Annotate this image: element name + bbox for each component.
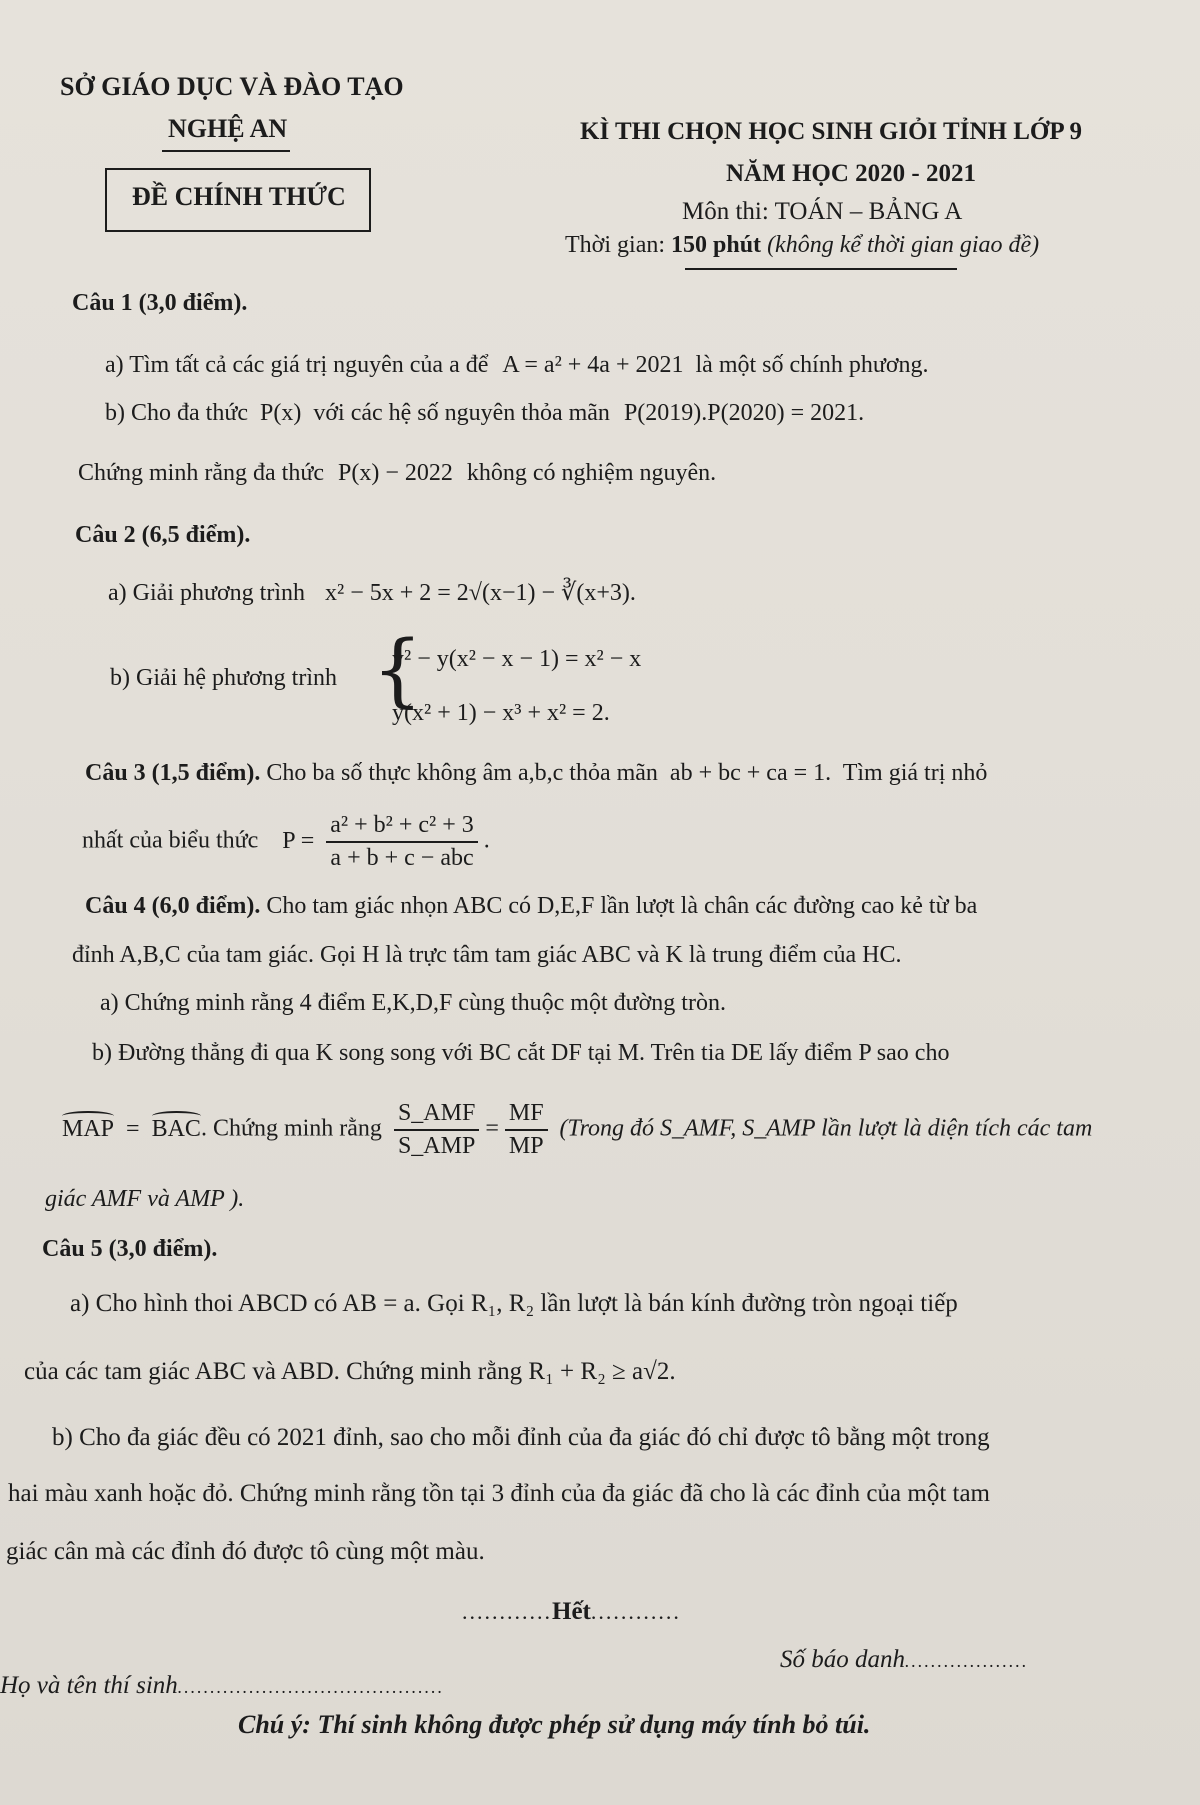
q1-c-text2: không có nghiệm nguyên.: [466, 460, 717, 486]
q3-line2: [82, 812, 490, 872]
candidate-name: [0, 1672, 444, 1700]
q5-part-b3: giác cân mà các đỉnh đó được tô cùng một màu.: [6, 1538, 485, 1565]
q2-a-formula: x² − 5x + 2 = 2√(x−1) − ∛(x+3).: [325, 580, 636, 606]
exam-title: KÌ THI CHỌN HỌC SINH GIỎI TỈNH LỚP 9: [580, 118, 1082, 145]
q4-b-text: . Chứng minh rằng: [200, 1115, 382, 1142]
q4-note2: giác AMF và AMP ).: [45, 1186, 245, 1212]
q4-b-formula-line: MAP = BAC. Chứng minh rằng $\frac{\text{S\_AMF}}{\text{S\_AMP}}$ = $\frac{MF}{MP}$ (Trong đó S_AMF, S_AMP lần lượt là diện tích các tam: [62, 1100, 1093, 1159]
q1-c-formula: P(x) − 2022: [337, 460, 453, 486]
q3-fraction: [326, 812, 478, 872]
angle-bac: BAC: [151, 1115, 201, 1142]
q5-part-a2: của các tam giác ABC và ABD. Chứng minh rằng R₁ + R₂ ≥ a√2.: [24, 1358, 676, 1385]
angle-eq: =: [126, 1115, 140, 1142]
time-prefix: Thời gian:: [565, 232, 666, 258]
q5-part-a1: a) Cho hình thoi ABCD có AB = a. Gọi R₁, R₂ lần lượt là bán kính đường tròn ngoại tiếp: [70, 1290, 958, 1317]
q2-b-eq2: y(x² + 1) − x³ + x² = 2.: [392, 700, 610, 726]
subject: Môn thi: TOÁN – BẢNG A: [682, 198, 963, 225]
end-marker: [462, 1598, 681, 1626]
q2-part-a: [108, 578, 636, 607]
footer-note: Chú ý: Thí sinh không được phép sử dụng máy tính bỏ túi.: [238, 1710, 871, 1739]
q2-heading: Câu 2 (6,5 điểm).: [75, 522, 251, 548]
segment-fraction-den: MP: [508, 1133, 544, 1159]
q3-text1: Cho ba số thực không âm a,b,c thỏa mãn: [266, 760, 658, 786]
system-brace: {: [372, 623, 423, 716]
q3-cond: ab + bc + ca = 1.: [669, 760, 832, 786]
department-name: SỞ GIÁO DỤC VÀ ĐÀO TẠO: [60, 72, 404, 101]
q3-period: .: [483, 827, 490, 854]
q4-note: (Trong đó S_AMF, S_AMP lần lượt là diện tích các tam: [559, 1115, 1093, 1142]
school-year: NĂM HỌC 2020 - 2021: [726, 160, 976, 187]
q1-heading: Câu 1 (3,0 điểm).: [72, 290, 248, 316]
q3-denominator: a + b + c − abc: [330, 845, 474, 871]
q2-b-eq1: y² − y(x² − x − 1) = x² − x: [392, 646, 642, 672]
candidate-number-label: Số báo danh: [780, 1646, 905, 1673]
q5-part-b1: b) Cho đa giác đều có 2021 đỉnh, sao cho mỗi đỉnh của đa giác đó chỉ được tô bằng một trong: [52, 1424, 990, 1451]
time-value: 150 phút: [671, 232, 762, 258]
q1-a-tail: là một số chính phương.: [695, 352, 929, 378]
q3-p-label: P =: [282, 827, 315, 854]
candidate-number: [780, 1646, 1029, 1674]
official-label: ĐỀ CHÍNH THỨC: [132, 182, 346, 211]
angle-map: MAP: [62, 1115, 115, 1142]
time-note: (không kể thời gian giao đề): [767, 232, 1040, 258]
q2-b-text: b) Giải hệ phương trình: [110, 665, 337, 691]
end-dots-right: ............: [590, 1599, 681, 1624]
q3-numerator: a² + b² + c² + 3: [326, 812, 478, 843]
q1-part-b: [105, 400, 864, 427]
q1-a-text: a) Tìm tất cả các giá trị nguyên của a để: [105, 352, 489, 378]
segment-fraction-num: MF: [505, 1100, 548, 1131]
end-label: Hết: [552, 1598, 591, 1625]
province-name: NGHỆ AN: [168, 114, 288, 143]
q2-a-text: a) Giải phương trình: [108, 580, 305, 606]
q4-line2: đỉnh A,B,C của tam giác. Gọi H là trực tâm tam giác ABC và K là trung điểm của HC.: [72, 942, 902, 968]
exam-time: [565, 232, 1039, 259]
q3-text2: Tìm giá trị nhỏ: [842, 760, 988, 786]
q1-b-text2: với các hệ số nguyên thỏa mãn: [313, 400, 610, 426]
q1-b-formula: P(2019).P(2020) = 2021.: [623, 400, 865, 426]
q4-text1: Cho tam giác nhọn ABC có D,E,F lần lượt là chân các đường cao kẻ từ ba: [266, 893, 978, 919]
q4-part-a: a) Chứng minh rằng 4 điểm E,K,D,F cùng thuộc một đường tròn.: [100, 990, 726, 1016]
end-dots-left: ............: [462, 1599, 552, 1624]
q4-part-b: b) Đường thẳng đi qua K song song với BC cắt DF tại M. Trên tia DE lấy điểm P sao cho: [92, 1040, 950, 1066]
q3-line2-text: nhất của biểu thức: [82, 827, 259, 854]
candidate-name-label: Họ và tên thí sinh: [0, 1672, 178, 1699]
q4-heading: Câu 4 (6,0 điểm).: [85, 893, 261, 919]
q1-b-text1: b) Cho đa thức: [105, 400, 248, 426]
candidate-number-dots: ...................: [905, 1651, 1029, 1671]
q1-b-px: P(x): [259, 400, 302, 426]
q1-c-text1: Chứng minh rằng đa thức: [78, 460, 324, 486]
q5-heading: Câu 5 (3,0 điểm).: [42, 1236, 218, 1262]
area-fraction-den: S_AMP: [397, 1133, 476, 1159]
q1-part-c: [78, 460, 716, 487]
province-underline: [162, 150, 290, 152]
area-fraction-num: S_AMF: [394, 1100, 479, 1131]
time-underline: [685, 268, 957, 270]
q1-part-a: [105, 352, 929, 379]
segment-fraction: [505, 1100, 548, 1160]
q3-heading: Câu 3 (1,5 điểm).: [85, 760, 261, 786]
q1-a-formula: A = a² + 4a + 2021: [502, 352, 684, 378]
q4-line1: [85, 893, 977, 920]
q5-part-b2: hai màu xanh hoặc đỏ. Chứng minh rằng tồn tại 3 đỉnh của đa giác đã cho là các đỉnh của một tam: [8, 1480, 991, 1507]
candidate-name-dots: .........................................: [177, 1677, 445, 1697]
q3-line1: [85, 760, 987, 787]
area-fraction: [394, 1100, 479, 1160]
